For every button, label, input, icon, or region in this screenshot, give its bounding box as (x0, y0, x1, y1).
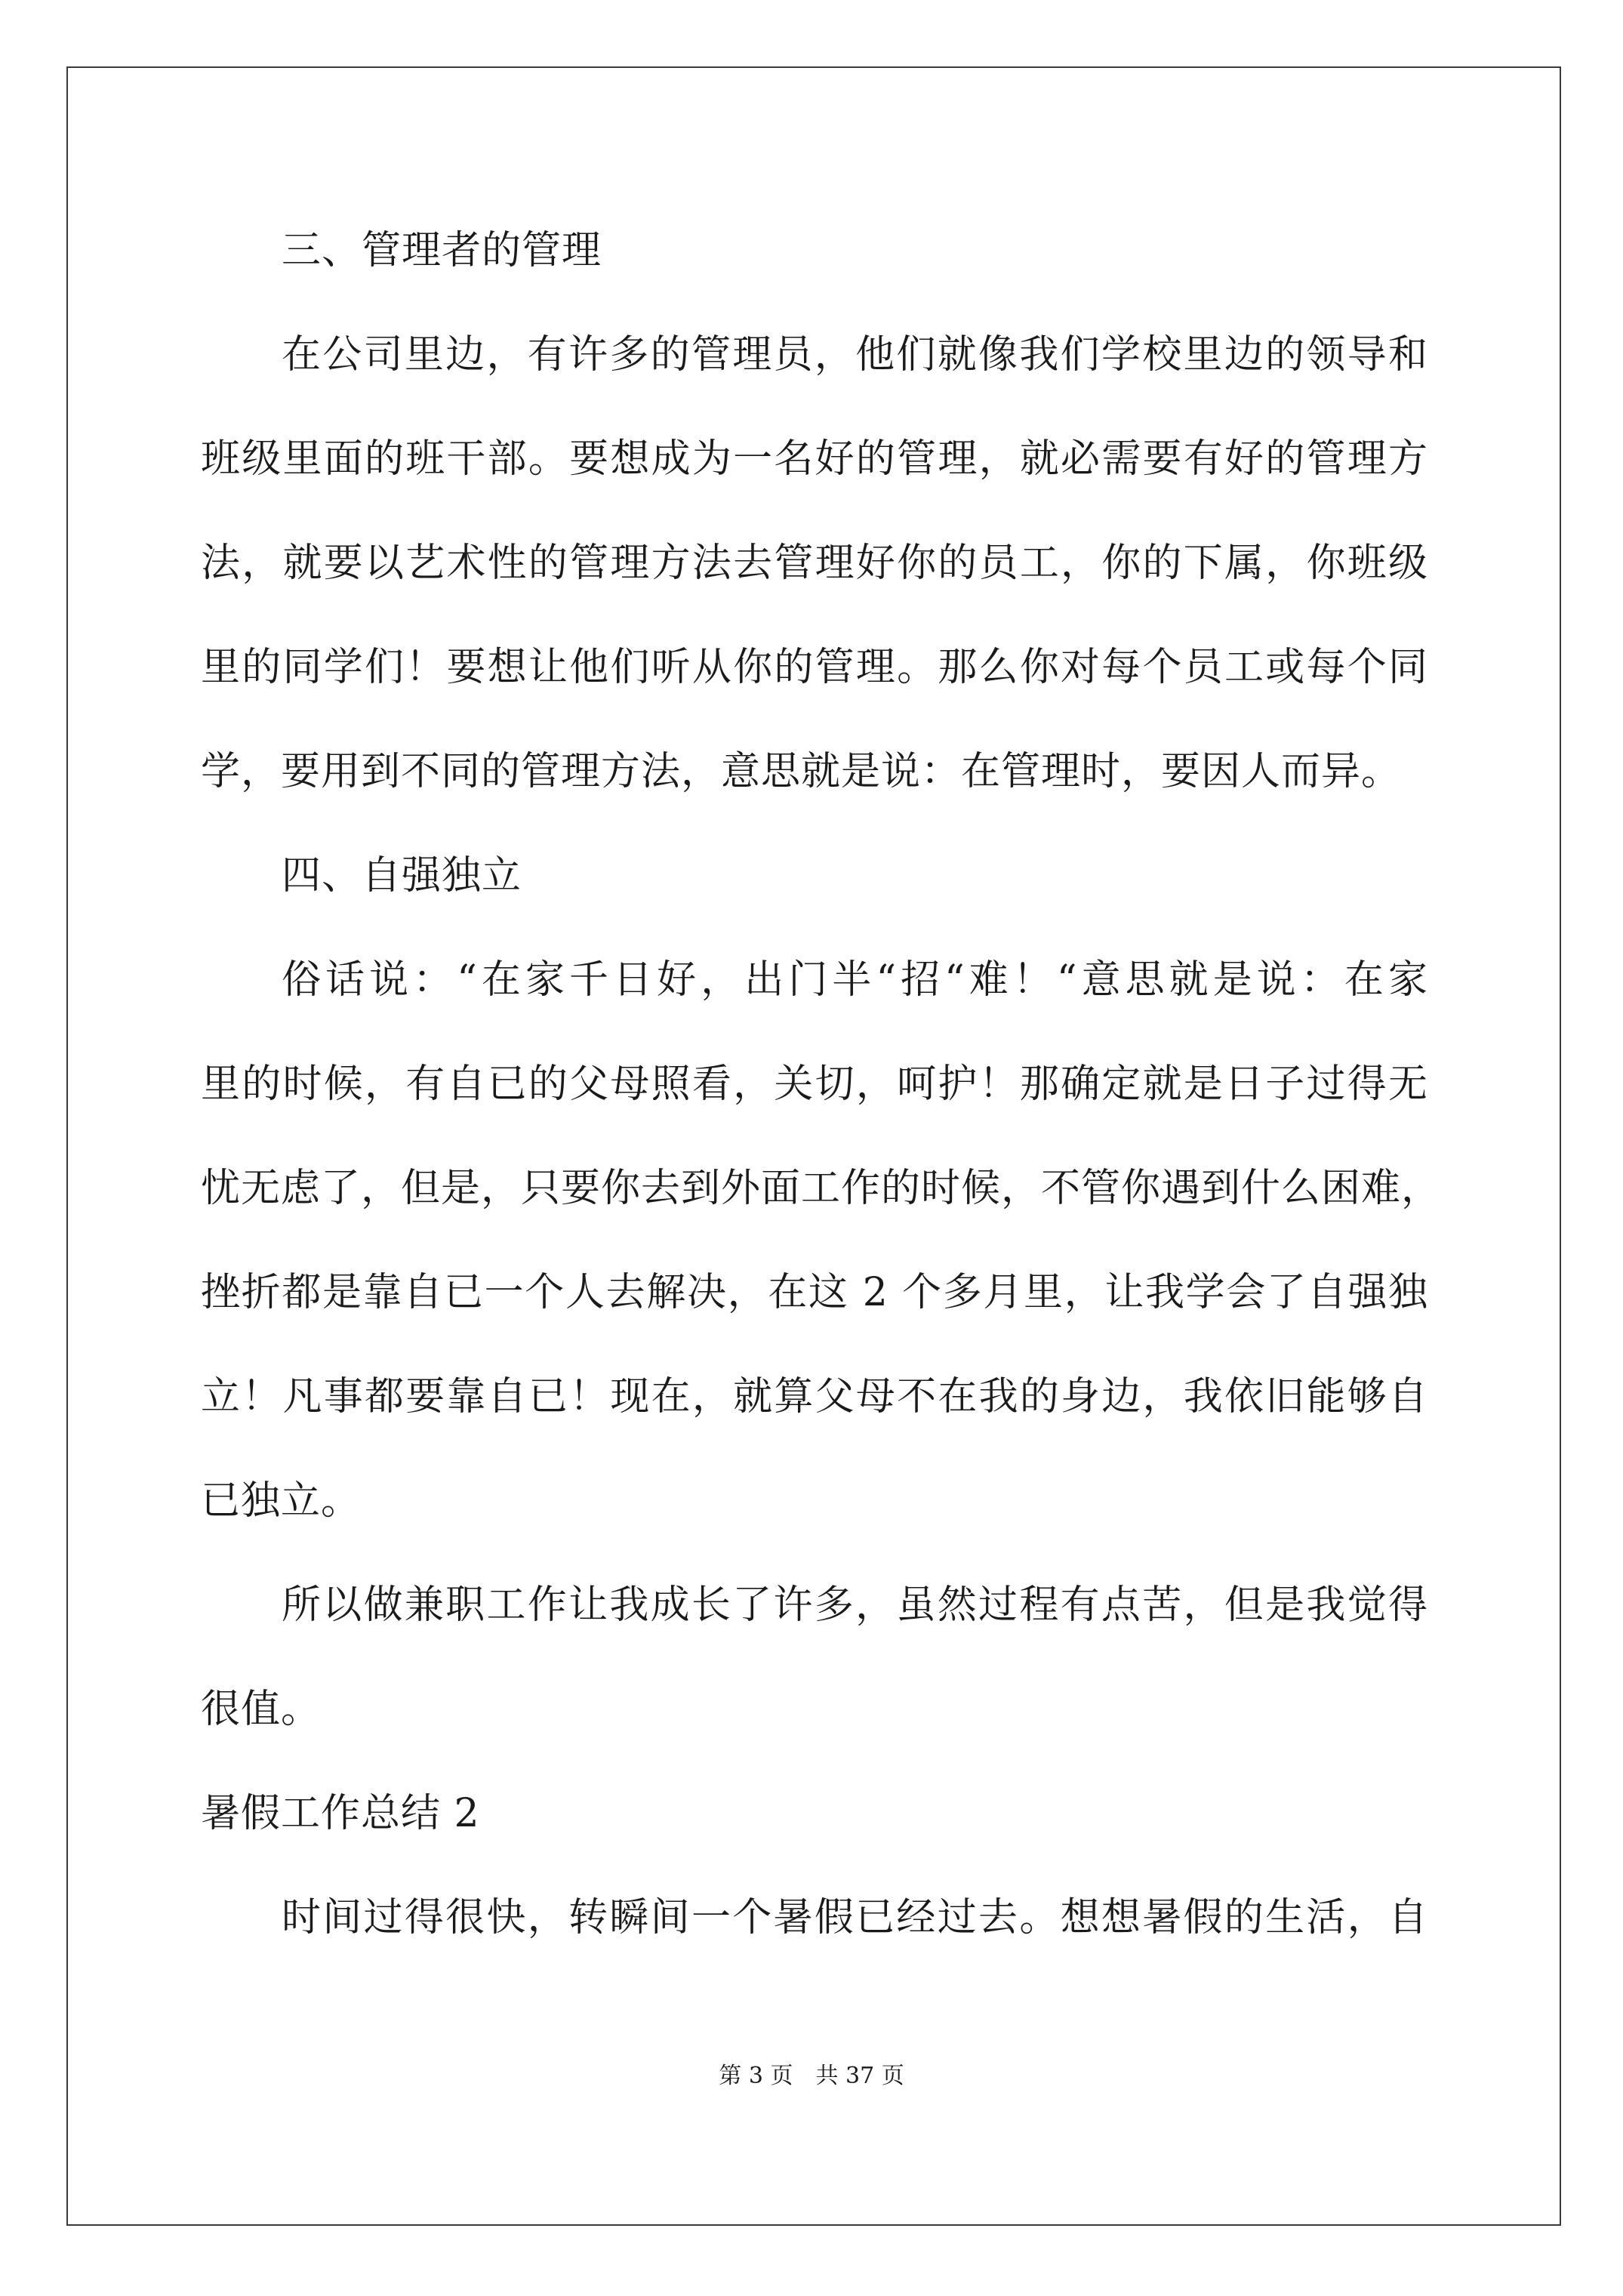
paragraph-line: 很值。 (201, 1687, 322, 1732)
paragraph-line: 挫折都是靠自已一个人去解决，在这 2 个多月里，让我学会了自强独 (201, 1270, 1428, 1315)
paragraph-line: 所以做兼职工作让我成长了许多，虽然过程有点苦，但是我觉得 (282, 1583, 1428, 1628)
section-heading-3: 三、管理者的管理 (282, 228, 602, 273)
paragraph-line: 班级里面的班干部。要想成为一名好的管理，就必需要有好的管理方 (201, 436, 1428, 482)
paragraph-line: 忧无虑了，但是，只要你去到外面工作的时候，不管你遇到什么困难， (201, 1166, 1442, 1211)
section-heading-4: 四、自强独立 (282, 853, 522, 898)
paragraph-line: 学，要用到不同的管理方法，意思就是说：在管理时，要因人而异。 (201, 749, 1402, 794)
page-footer: 第 3 页 共 37 页 (719, 2063, 904, 2089)
paragraph-line: 俗话说：“在家千日好，出门半“招“难！“意思就是说：在家 (282, 957, 1428, 1003)
paragraph-line: 时间过得很快，转瞬间一个暑假已经过去。想想暑假的生活，自 (282, 1895, 1428, 1940)
paragraph-line: 里的时候，有自已的父母照看，关切，呵护！那确定就是日子过得无 (201, 1062, 1428, 1107)
paragraph-line: 立！凡事都要靠自已！现在，就算父母不在我的身边，我依旧能够自 (201, 1374, 1428, 1419)
paragraph-line: 里的同学们！要想让他们听从你的管理。那么你对每个员工或每个同 (201, 645, 1428, 690)
article-title: 暑假工作总结 2 (201, 1791, 480, 1836)
paragraph-line: 在公司里边，有许多的管理员，他们就像我们学校里边的领导和 (282, 332, 1428, 378)
paragraph-line: 已独立。 (201, 1478, 362, 1524)
paragraph-line: 法，就要以艺术性的管理方法去管理好你的员工，你的下属，你班级 (201, 541, 1428, 586)
